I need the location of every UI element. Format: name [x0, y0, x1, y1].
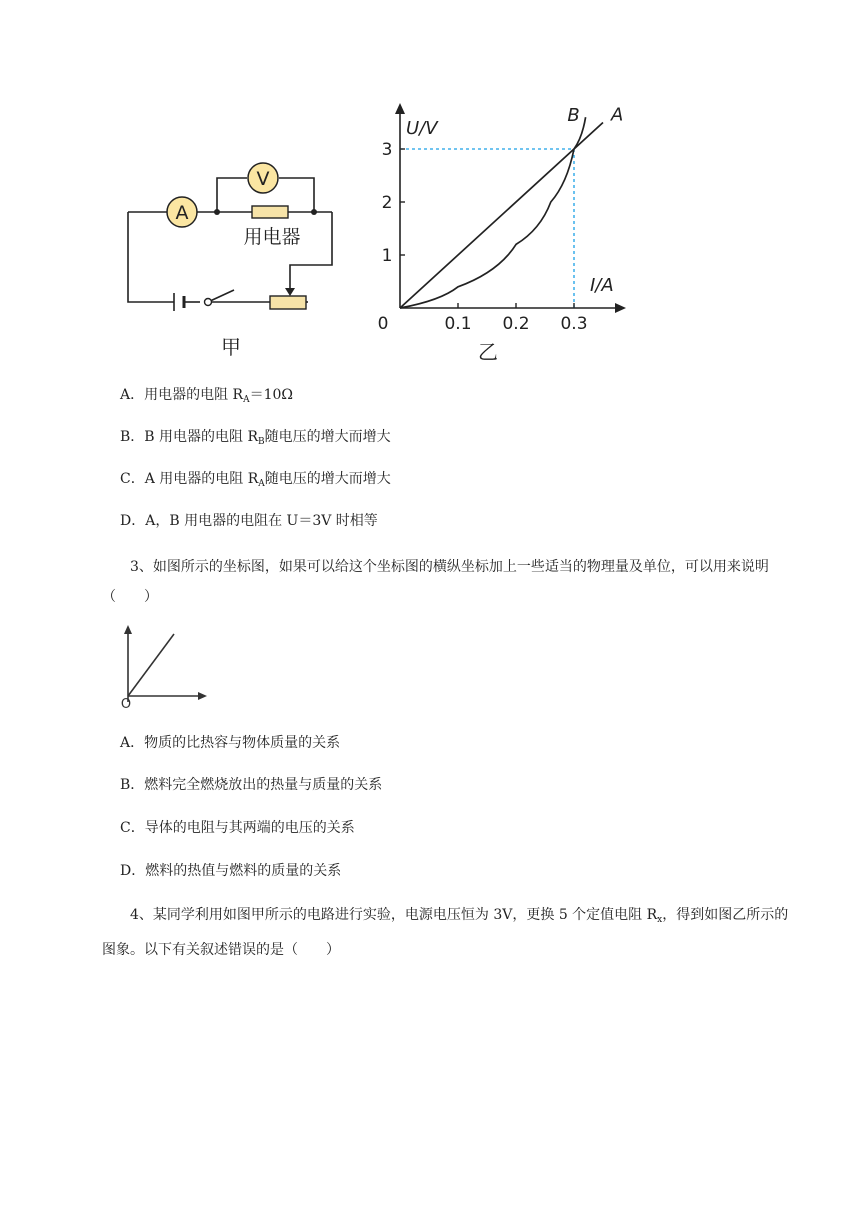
ammeter-label: A	[175, 202, 189, 224]
q3-option-d: D．燃料的热值与燃料的质量的关系	[120, 863, 342, 879]
series-a-label: A	[611, 104, 624, 126]
x-axis-arrow	[615, 303, 626, 313]
series-b-curve	[400, 117, 586, 308]
q2-option-d: D．A，B 用电器的电阻在 U＝3V 时相等	[120, 513, 378, 529]
q2-option-b: B．B 用电器的电阻 $R_B$随电压的增大而增大	[120, 429, 391, 447]
q3-stem: 3、如图所示的坐标图，如果可以给这个坐标图的横纵坐标加上一些适当的物理量及单位，可以用来说明（ ）	[102, 559, 769, 605]
q3-option-b: B．燃料完全燃烧放出的热量与质量的关系	[120, 777, 383, 793]
q3-option-c: C．导体的电阻与其两端的电压的关系	[120, 820, 355, 836]
q3-axes-figure	[112, 622, 212, 712]
y-tick-label-1: 1	[381, 246, 393, 266]
x-axis-label: I/A	[590, 275, 614, 296]
q2-option-c: C．A 用电器的电阻 $R_A$随电压的增大而增大	[120, 471, 391, 489]
ui-chart	[340, 100, 640, 370]
x-tick-label-3: 0.3	[560, 314, 588, 334]
figure-caption-yi: 乙	[478, 340, 498, 364]
q3-origin-label: O	[120, 697, 132, 712]
x-tick-label-1: 0.1	[444, 314, 472, 334]
voltmeter-label: V	[256, 168, 270, 190]
x-tick-label-2: 0.2	[502, 314, 530, 334]
q3-option-a: A．物质的比热容与物体质量的关系	[120, 735, 341, 751]
origin-label: 0	[377, 314, 389, 334]
rheostat	[270, 296, 306, 309]
y-axis-arrow	[395, 103, 405, 114]
y-axis-label: U/V	[406, 118, 438, 139]
circuit-diagram	[110, 150, 350, 360]
figure-caption-jia: 甲	[221, 335, 241, 359]
y-tick-label-2: 2	[381, 193, 393, 213]
q2-option-a: A．用电器的电阻 $R_A=10\Omega$	[120, 387, 294, 405]
q4-stem: 4、某同学利用如图甲所示的电路进行实验，电源电压恒为 3V，更换 5 个定值电阻 $R_x$，得到如图乙所示的图象。以下有关叙述错误的是（ ）	[102, 907, 789, 958]
device-label: 用电器	[243, 226, 301, 248]
y-tick-label-3: 3	[381, 140, 393, 160]
device-resistor	[252, 206, 288, 218]
series-a-line	[400, 123, 603, 309]
series-b-label: B	[567, 105, 580, 127]
